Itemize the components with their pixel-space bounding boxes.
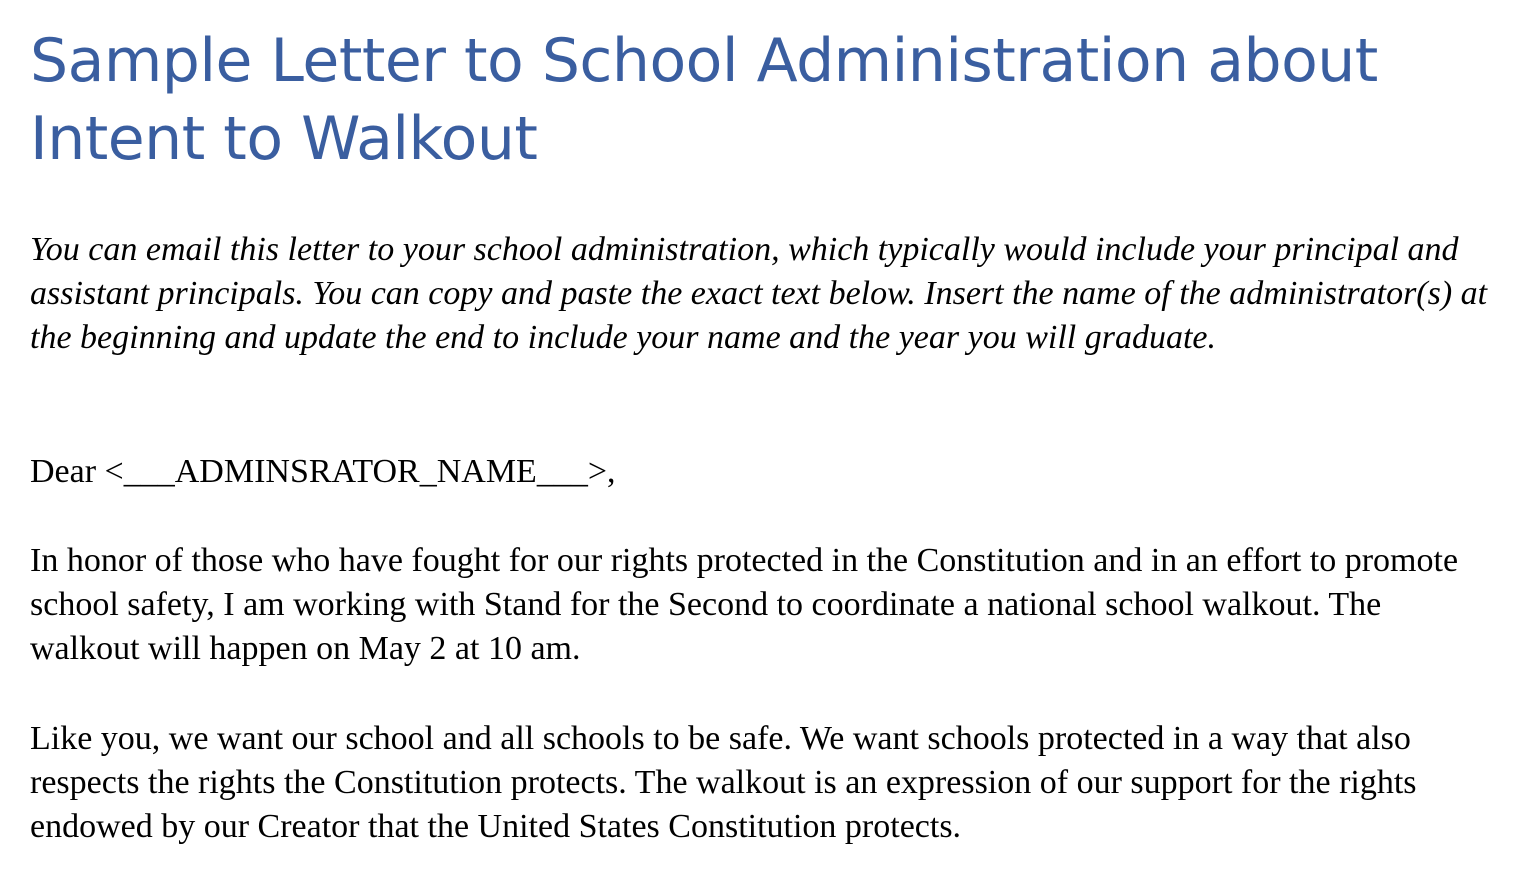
document-page (30, 22, 1510, 845)
instructions-paragraph: You can email this letter to your school administration, which typically would include your principal and assistant principals. You can copy and paste the exact text below. Insert the name of the administrator(s) at the beginning and update the end to include your name and the year you will graduate. (30, 231, 1488, 356)
letter-paragraph-1: In honor of those who have fought for our rights protected in the Constitution and in an effort to promote school safety, I am working with Stand for the Second to coordinate a national school walkout. The walkout will happen on May 2 at 10 am. (30, 542, 1459, 667)
document-title: Sample Letter to School Administration about Intent to Walkout (30, 26, 1378, 174)
letter-paragraph-2: Like you, we want our school and all schools to be safe. We want schools protected in a way that also respects the rights the Constitution protects. The walkout is an expression of our support for the rights endowed by our Creator that the United States Constitution protects. (30, 720, 1417, 845)
letter-salutation: Dear <___ADMINSRATOR_NAME___>, (30, 453, 616, 490)
